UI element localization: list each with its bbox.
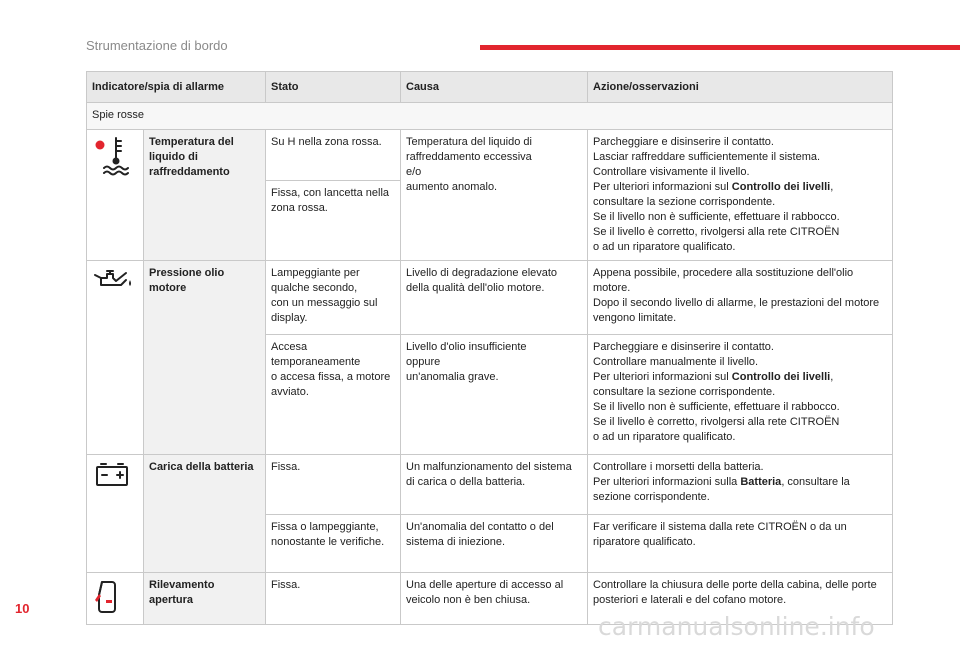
azione-cell	[588, 335, 893, 455]
azione-text: Se il livello non è sufficiente, effettuare il rabbocco.	[593, 211, 840, 223]
stato-text: Su H nella zona rossa.	[271, 136, 382, 148]
table-header-row	[87, 72, 893, 103]
page-number: 10	[15, 601, 30, 616]
stato-cell	[266, 573, 401, 625]
azione-text: Per ulteriori informazioni sul	[593, 181, 732, 193]
page-header-title: Strumentazione di bordo	[86, 38, 228, 53]
azione-text: Dopo il secondo livello di allarme, le prestazioni del motore vengono limitate.	[593, 297, 880, 324]
stato-cell	[266, 455, 401, 515]
azione-line	[593, 475, 887, 505]
stato-text: Fissa.	[271, 461, 301, 473]
table-row	[87, 261, 893, 335]
stato-text: Fissa.	[271, 579, 301, 591]
azione-text: Controllare i morsetti della batteria.	[593, 461, 764, 473]
azione-text: consultare la sezione corrispondente.	[593, 386, 776, 398]
causa-cell	[401, 515, 588, 573]
causa-text: Una delle aperture di accesso al veicolo non è ben chiusa.	[406, 579, 564, 606]
column-header: Azione/osservazioni	[588, 72, 893, 103]
causa-text: aumento anomalo.	[406, 181, 498, 193]
column-header: Causa	[401, 72, 588, 103]
causa-cell	[401, 573, 588, 625]
causa-text: Un'anomalia del contatto o del sistema di iniezione.	[406, 521, 554, 548]
causa-text: Un malfunzionamento del sistema di carica o della batteria.	[406, 461, 572, 488]
stato-cell	[266, 130, 401, 181]
azione-text: Parcheggiare e disinserire il contatto.	[593, 136, 774, 148]
warning-lights-table	[86, 71, 893, 625]
azione-text: consultare la sezione corrispondente.	[593, 196, 776, 208]
stato-text: con un messaggio sul display.	[271, 297, 378, 324]
azione-text: o ad un riparatore qualificato.	[593, 431, 736, 443]
stato-cell	[266, 335, 401, 455]
stato-cell	[266, 181, 401, 261]
indicator-name: Rilevamento apertura	[144, 573, 266, 625]
causa-text: Livello di degradazione elevato della qualità dell'olio motore.	[406, 267, 558, 294]
table-row	[87, 455, 893, 515]
stato-text: Lampeggiante per qualche secondo,	[271, 267, 360, 294]
azione-text: Controllare visivamente il livello.	[593, 166, 750, 178]
indicator-name: Carica della batteria	[144, 455, 266, 573]
azione-text: Se il livello è corretto, rivolgersi alla rete CITROËN	[593, 226, 840, 238]
section-label: Spie rosse	[87, 103, 893, 130]
link-controllo-livelli: Controllo dei livelli	[731, 371, 831, 383]
column-header: Stato	[266, 72, 401, 103]
azione-text: Per ulteriori informazioni sulla	[593, 476, 741, 488]
azione-text: Lasciar raffreddare sufficientemente il sistema.	[593, 151, 821, 163]
stato-text: Fissa, con lancetta nella zona rossa.	[271, 187, 390, 214]
causa-cell	[401, 261, 588, 335]
azione-text: Parcheggiare e disinserire il contatto.	[593, 341, 774, 353]
stato-cell	[266, 261, 401, 335]
link-controllo-livelli: Controllo dei livelli	[731, 181, 831, 193]
causa-text: Livello d'olio insufficiente	[406, 341, 527, 353]
azione-line	[593, 370, 887, 385]
table-row	[87, 130, 893, 181]
indicator-name: Pressione olio motore	[144, 261, 266, 455]
stato-text: Accesa temporaneamente	[271, 341, 361, 368]
causa-cell	[401, 130, 588, 261]
azione-text: Controllare manualmente il livello.	[593, 356, 759, 368]
azione-text: Controllare la chiusura delle porte della cabina, delle porte posteriori e laterali e del cofano motore.	[593, 579, 877, 606]
causa-cell	[401, 455, 588, 515]
oil-pressure-icon	[87, 261, 144, 455]
azione-text: Se il livello è corretto, rivolgersi alla rete CITROËN	[593, 416, 840, 428]
azione-text: ,	[830, 371, 834, 383]
azione-text: , consultare la sezione corrispondente.	[593, 476, 850, 503]
azione-text: Se il livello non è sufficiente, effettuare il rabbocco.	[593, 401, 840, 413]
section-row	[87, 103, 893, 130]
stato-cell	[266, 515, 401, 573]
azione-cell	[588, 515, 893, 573]
azione-text: Far verificare il sistema dalla rete CITROËN o da un riparatore qualificato.	[593, 521, 847, 548]
coolant-temperature-icon	[87, 130, 144, 261]
door-open-icon	[87, 573, 144, 625]
indicator-name: Temperatura del liquido di raffreddamento	[144, 130, 266, 261]
azione-text: o ad un riparatore qualificato.	[593, 241, 736, 253]
azione-cell	[588, 261, 893, 335]
causa-text: oppure	[406, 356, 441, 368]
stato-text: o accesa fissa, a motore avviato.	[271, 371, 391, 398]
azione-cell	[588, 455, 893, 515]
stato-text: Fissa o lampeggiante, nonostante le verifiche.	[271, 521, 385, 548]
azione-text: Appena possibile, procedere alla sostituzione dell'olio motore.	[593, 267, 854, 294]
azione-text: Per ulteriori informazioni sul	[593, 371, 732, 383]
watermark-text: carmanualsonline.info	[598, 612, 875, 641]
causa-cell	[401, 335, 588, 455]
causa-text: un'anomalia grave.	[406, 371, 499, 383]
link-batteria: Batteria	[740, 476, 782, 488]
column-header: Indicatore/spia di allarme	[87, 72, 266, 103]
azione-line	[593, 180, 887, 195]
azione-text: ,	[830, 181, 834, 193]
battery-icon	[87, 455, 144, 573]
azione-cell	[588, 130, 893, 261]
causa-text: Temperatura del liquido di raffreddamento eccessiva	[406, 136, 532, 163]
header-accent-bar	[480, 45, 960, 50]
causa-text: e/o	[406, 166, 422, 178]
